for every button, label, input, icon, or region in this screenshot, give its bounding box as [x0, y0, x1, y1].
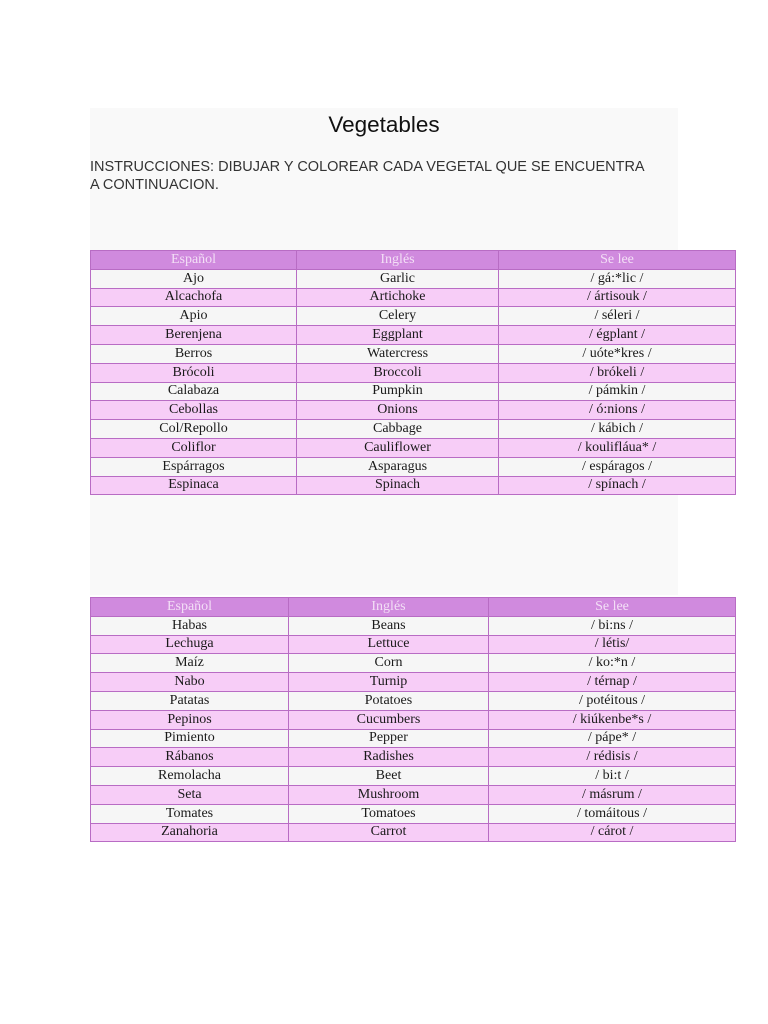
table-cell-spanish: Espinaca — [91, 476, 297, 495]
table-row — [91, 654, 736, 673]
table-cell-english: Watercress — [297, 344, 499, 363]
table-header-row — [91, 251, 736, 270]
vegetables-table-2 — [90, 597, 736, 842]
table-cell-pronunciation: / bi:ns / — [489, 616, 736, 635]
table-cell-spanish: Cebollas — [91, 401, 297, 420]
table-row — [91, 344, 736, 363]
table-cell-pronunciation: / ártisouk / — [499, 288, 736, 307]
table-row — [91, 804, 736, 823]
table-cell-english: Cucumbers — [289, 710, 489, 729]
table-cell-pronunciation: / tomáitous / — [489, 804, 736, 823]
table-cell-pronunciation: / gá:*lic / — [499, 269, 736, 288]
table-row — [91, 785, 736, 804]
table-cell-spanish: Berros — [91, 344, 297, 363]
table-header — [91, 598, 736, 617]
table-cell-spanish: Col/Repollo — [91, 420, 297, 439]
table-row — [91, 729, 736, 748]
table-cell-pronunciation: / espáragos / — [499, 457, 736, 476]
table-cell-spanish: Nabo — [91, 673, 289, 692]
table-cell-english: Beans — [289, 616, 489, 635]
table-cell-spanish: Zanahoria — [91, 823, 289, 842]
table-cell-pronunciation: / létis/ — [489, 635, 736, 654]
table-cell-pronunciation: / koulifláua* / — [499, 438, 736, 457]
table-row — [91, 288, 736, 307]
table-cell-english: Tomatoes — [289, 804, 489, 823]
table-cell-pronunciation: / uóte*kres / — [499, 344, 736, 363]
table-cell-spanish: Brócoli — [91, 363, 297, 382]
table-row — [91, 673, 736, 692]
table-cell-spanish: Coliflor — [91, 438, 297, 457]
table-row — [91, 269, 736, 288]
table-cell-english: Spinach — [297, 476, 499, 495]
table-body — [91, 616, 736, 842]
table-cell-english: Eggplant — [297, 326, 499, 345]
table-cell-pronunciation: / brókeli / — [499, 363, 736, 382]
table-cell-pronunciation: / pápe* / — [489, 729, 736, 748]
table-row — [91, 635, 736, 654]
instructions-line: INSTRUCCIONES: DIBUJAR Y COLOREAR CADA VEGETAL QUE SE ENCUENTRA — [90, 159, 645, 175]
table-cell-spanish: Tomates — [91, 804, 289, 823]
table-cell-pronunciation: / másrum / — [489, 785, 736, 804]
table-row — [91, 691, 736, 710]
table-row — [91, 363, 736, 382]
table-cell-english: Beet — [289, 767, 489, 786]
table-row — [91, 476, 736, 495]
table-cell-spanish: Maíz — [91, 654, 289, 673]
table-cell-spanish: Pepinos — [91, 710, 289, 729]
table-cell-english: Cauliflower — [297, 438, 499, 457]
table-cell-spanish: Espárragos — [91, 457, 297, 476]
table-cell-spanish: Pimiento — [91, 729, 289, 748]
table-cell-spanish: Remolacha — [91, 767, 289, 786]
table-cell-pronunciation: / ó:nions / — [499, 401, 736, 420]
table-cell-english: Pepper — [289, 729, 489, 748]
table-cell-pronunciation: / séleri / — [499, 307, 736, 326]
table-cell-spanish: Berenjena — [91, 326, 297, 345]
table-cell-spanish: Rábanos — [91, 748, 289, 767]
header-english: Inglés — [297, 251, 499, 270]
table-cell-english: Potatoes — [289, 691, 489, 710]
table-cell-pronunciation: / spínach / — [499, 476, 736, 495]
table-row — [91, 401, 736, 420]
table-cell-english: Asparagus — [297, 457, 499, 476]
header-spanish: Español — [91, 598, 289, 617]
table-cell-english: Carrot — [289, 823, 489, 842]
table-cell-english: Broccoli — [297, 363, 499, 382]
table-cell-pronunciation: / térnap / — [489, 673, 736, 692]
table-cell-pronunciation: / égplant / — [499, 326, 736, 345]
table-cell-english: Mushroom — [289, 785, 489, 804]
header-pronunciation: Se lee — [499, 251, 736, 270]
instructions-line: A CONTINUACION. — [90, 177, 219, 193]
table-cell-pronunciation: / rédisis / — [489, 748, 736, 767]
table-row — [91, 616, 736, 635]
table-cell-pronunciation: / ko:*n / — [489, 654, 736, 673]
table-cell-spanish: Seta — [91, 785, 289, 804]
table-cell-spanish: Patatas — [91, 691, 289, 710]
header-english: Inglés — [289, 598, 489, 617]
table-cell-english: Garlic — [297, 269, 499, 288]
table-cell-english: Radishes — [289, 748, 489, 767]
table-cell-english: Celery — [297, 307, 499, 326]
table-cell-english: Artichoke — [297, 288, 499, 307]
table-row — [91, 420, 736, 439]
page-title: Vegetables — [328, 112, 440, 137]
table-cell-english: Turnip — [289, 673, 489, 692]
table-cell-english: Cabbage — [297, 420, 499, 439]
table-cell-pronunciation: / kábich / — [499, 420, 736, 439]
table-cell-english: Corn — [289, 654, 489, 673]
table-cell-english: Lettuce — [289, 635, 489, 654]
instructions-text — [90, 158, 645, 194]
table-cell-spanish: Lechuga — [91, 635, 289, 654]
header-spanish: Español — [91, 251, 297, 270]
table-row — [91, 382, 736, 401]
table-cell-spanish: Calabaza — [91, 382, 297, 401]
header-pronunciation: Se lee — [489, 598, 736, 617]
table-header — [91, 251, 736, 270]
table-row — [91, 823, 736, 842]
table-row — [91, 307, 736, 326]
table-row — [91, 767, 736, 786]
vegetables-table-1 — [90, 250, 736, 495]
table-cell-pronunciation: / bi:t / — [489, 767, 736, 786]
table-cell-pronunciation: / potéitous / — [489, 691, 736, 710]
table-cell-spanish: Apio — [91, 307, 297, 326]
table-row — [91, 748, 736, 767]
table-cell-spanish: Habas — [91, 616, 289, 635]
table-cell-english: Pumpkin — [297, 382, 499, 401]
table-row — [91, 326, 736, 345]
table-cell-spanish: Ajo — [91, 269, 297, 288]
table-cell-english: Onions — [297, 401, 499, 420]
table-row — [91, 438, 736, 457]
table-cell-spanish: Alcachofa — [91, 288, 297, 307]
table-body — [91, 269, 736, 495]
table-row — [91, 457, 736, 476]
table-cell-pronunciation: / pámkin / — [499, 382, 736, 401]
section-spacer-background — [90, 495, 678, 595]
table-row — [91, 710, 736, 729]
table-cell-pronunciation: / cárot / — [489, 823, 736, 842]
table-header-row — [91, 598, 736, 617]
table-cell-pronunciation: / kiúkenbe*s / — [489, 710, 736, 729]
